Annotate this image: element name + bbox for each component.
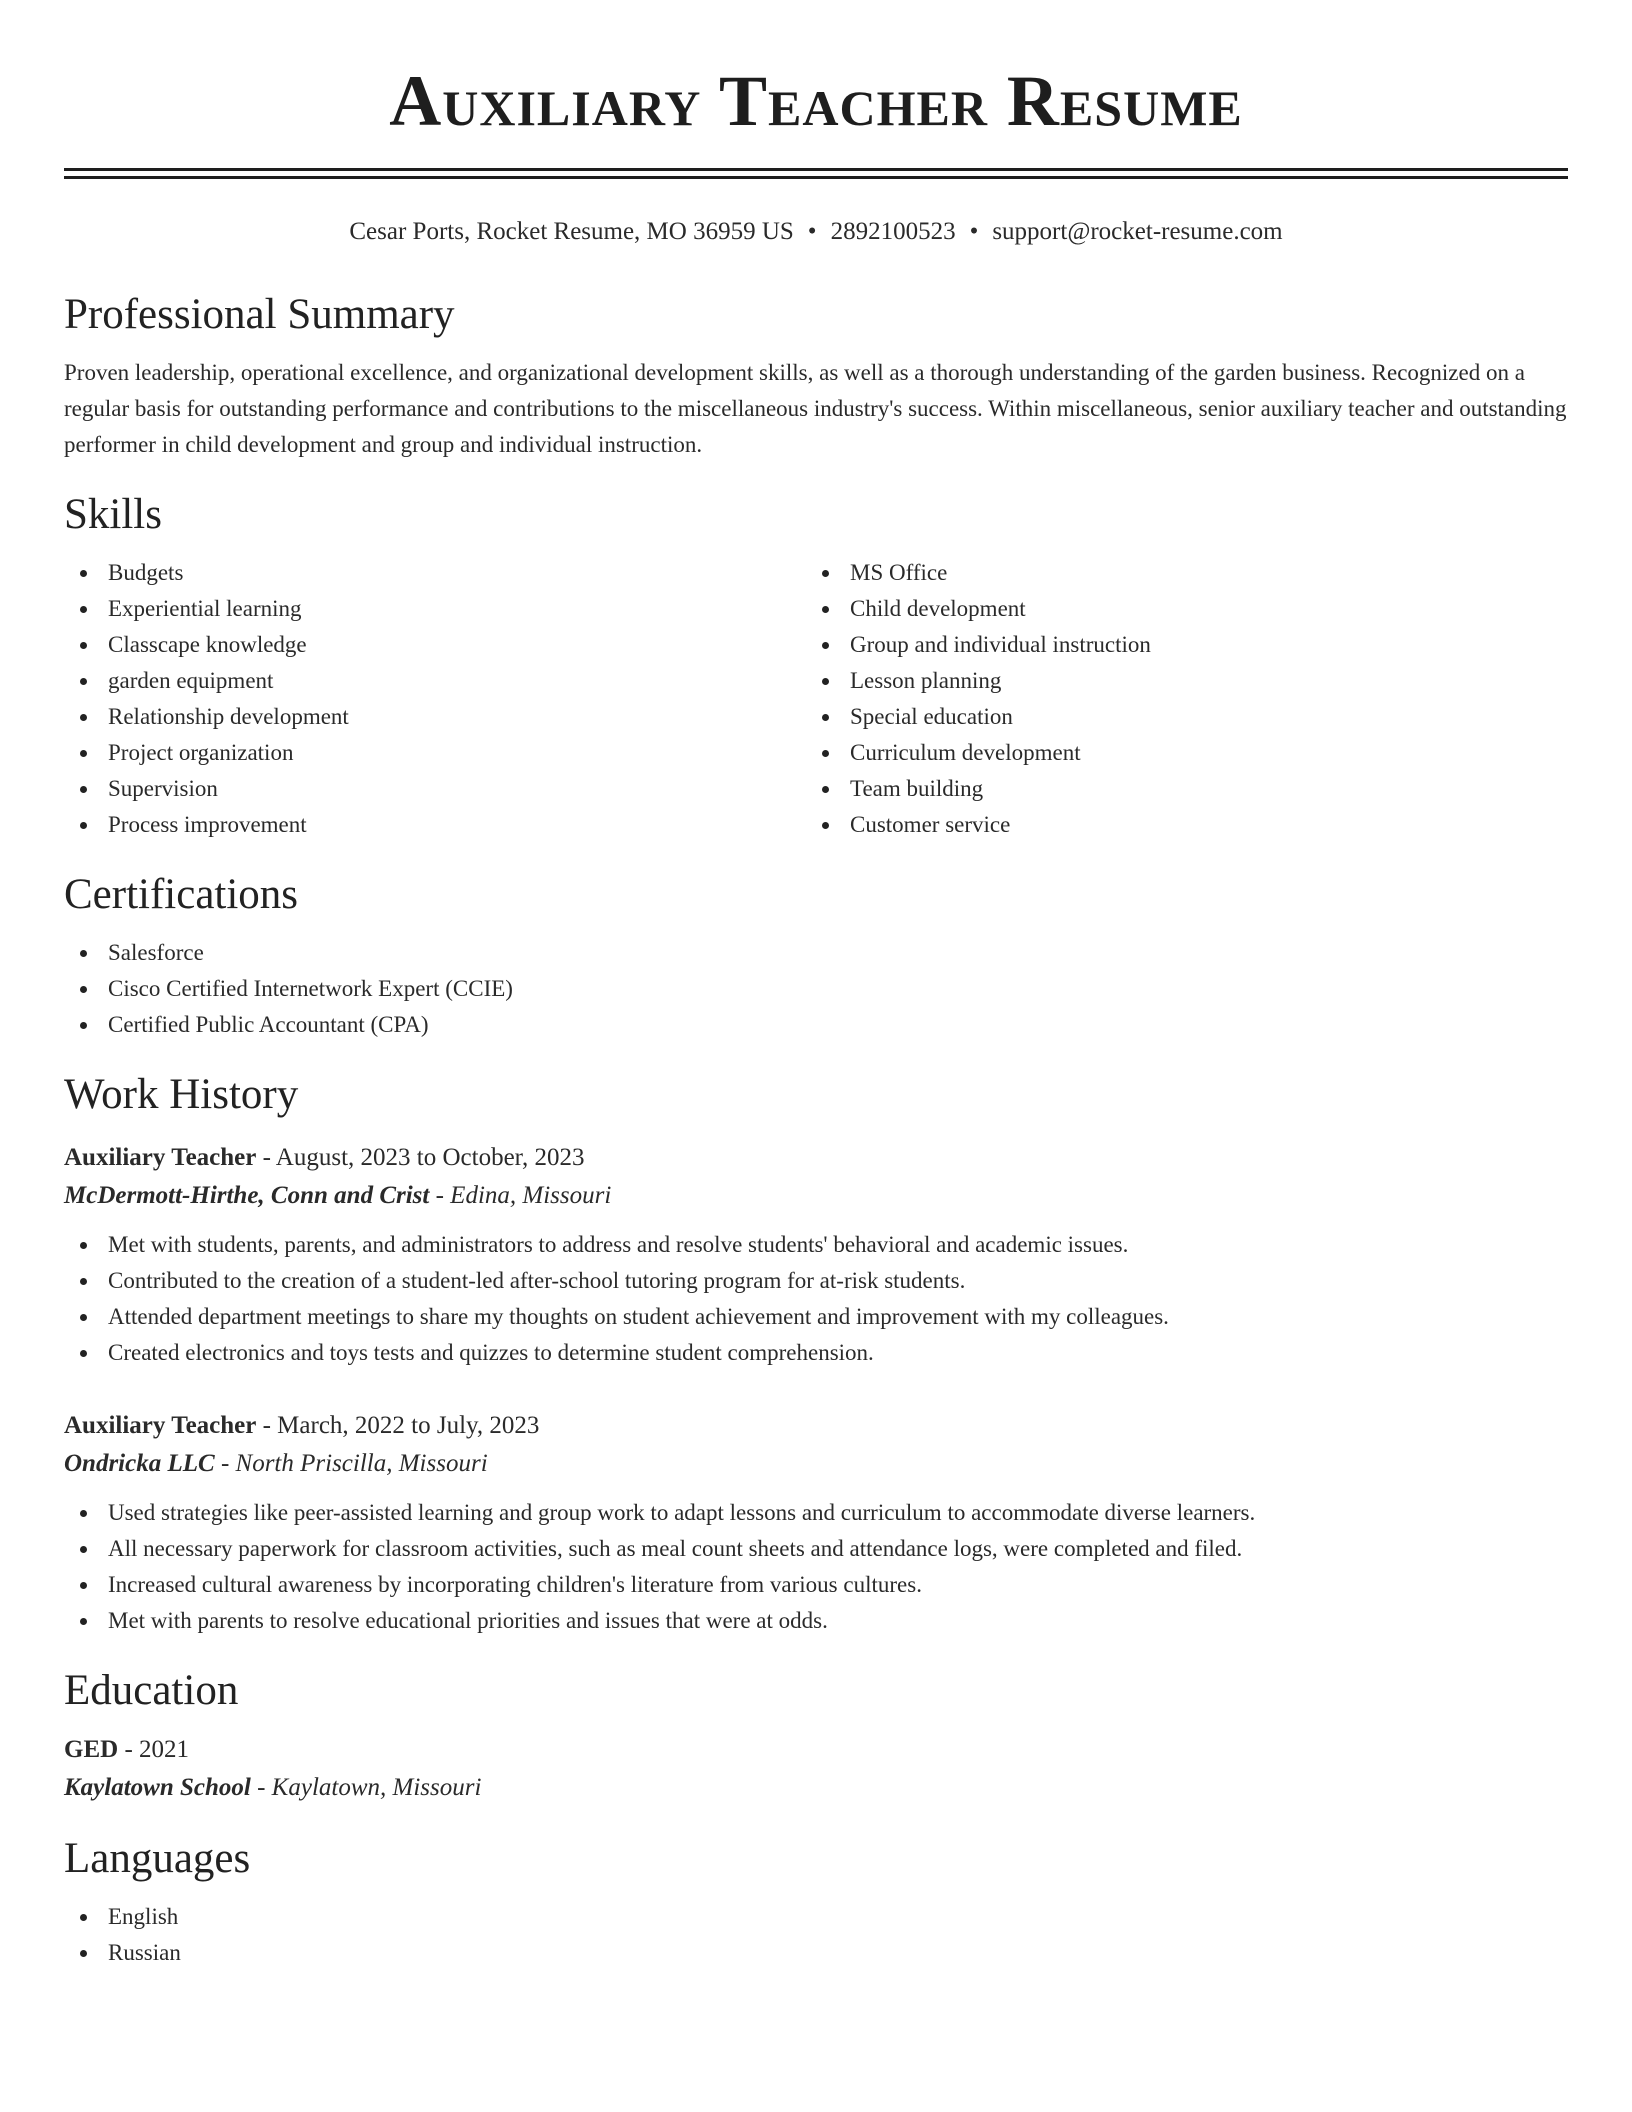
languages-section — [64, 1833, 1568, 1971]
contact-separator: • — [807, 218, 817, 245]
job-company-line — [64, 1445, 1568, 1483]
languages-list — [64, 1899, 1568, 1971]
job-bullet: Created electronics and toys tests and quizzes to determine student comprehension. — [64, 1335, 1568, 1371]
job-bullet: Attended department meetings to share my thoughts on student achievement and improvement with my colleagues. — [64, 1299, 1568, 1335]
language-item: Russian — [64, 1935, 1568, 1971]
job-bullets — [64, 1227, 1568, 1371]
job-bullets — [64, 1495, 1568, 1639]
work-history-section — [64, 1069, 1568, 1639]
certifications-section — [64, 869, 1568, 1043]
job-bullet: Contributed to the creation of a student-led after-school tutoring program for at-risk students. — [64, 1263, 1568, 1299]
job-entry — [64, 1407, 1568, 1639]
language-item: English — [64, 1899, 1568, 1935]
skill-item: MS Office — [806, 555, 1548, 591]
summary-heading: Professional Summary — [64, 291, 455, 338]
resume-title: Auxiliary Teacher Resume — [389, 61, 1243, 141]
job-title-line — [64, 1139, 1568, 1177]
skill-item: Team building — [806, 771, 1548, 807]
education-degree: GED — [64, 1736, 119, 1763]
job-dates: - August, 2023 to October, 2023 — [256, 1144, 585, 1171]
certifications-list — [64, 935, 1568, 1043]
job-title-line — [64, 1407, 1568, 1445]
certification-item: Salesforce — [64, 935, 1568, 971]
contact-address: Cesar Ports, Rocket Resume, MO 36959 US — [349, 218, 794, 245]
contact-phone: 2892100523 — [830, 218, 956, 245]
job-bullet: Met with parents to resolve educational priorities and issues that were at odds. — [64, 1603, 1568, 1639]
certifications-heading: Certifications — [64, 871, 299, 918]
education-section — [64, 1665, 1568, 1807]
skill-item: Child development — [806, 591, 1548, 627]
education-degree-line — [64, 1731, 1568, 1769]
skill-item: Experiential learning — [64, 591, 806, 627]
education-entry — [64, 1731, 1568, 1807]
education-heading: Education — [64, 1667, 239, 1714]
education-school-line — [64, 1769, 1568, 1807]
work-history-heading: Work History — [64, 1071, 299, 1118]
job-location: - North Priscilla, Missouri — [214, 1450, 488, 1477]
skill-item: Process improvement — [64, 807, 806, 843]
job-bullet: All necessary paperwork for classroom activities, such as meal count sheets and attendance logs, were completed and filed. — [64, 1531, 1568, 1567]
contact-line — [64, 215, 1568, 249]
job-bullet: Met with students, parents, and administrators to address and resolve students' behavioral and academic issues. — [64, 1227, 1568, 1263]
skills-left-list — [64, 555, 806, 843]
skill-item: Project organization — [64, 735, 806, 771]
skill-item: Classcape knowledge — [64, 627, 806, 663]
education-location: - Kaylatown, Missouri — [250, 1774, 482, 1801]
skill-item: Customer service — [806, 807, 1548, 843]
job-entry — [64, 1139, 1568, 1371]
job-bullet: Used strategies like peer-assisted learning and group work to adapt lessons and curriculum to accommodate diverse learners. — [64, 1495, 1568, 1531]
job-dates: - March, 2022 to July, 2023 — [256, 1412, 540, 1439]
skill-item: Lesson planning — [806, 663, 1548, 699]
title-divider — [64, 168, 1568, 179]
job-title: Auxiliary Teacher — [64, 1144, 257, 1171]
education-year: - 2021 — [118, 1736, 190, 1763]
education-school: Kaylatown School — [64, 1774, 251, 1801]
skill-item: Curriculum development — [806, 735, 1548, 771]
skills-section — [64, 489, 1568, 843]
skills-right-list — [806, 555, 1548, 843]
job-company: McDermott-Hirthe, Conn and Crist — [64, 1182, 430, 1209]
skills-columns — [64, 555, 1568, 843]
skill-item: Group and individual instruction — [806, 627, 1548, 663]
job-title: Auxiliary Teacher — [64, 1412, 257, 1439]
skill-item: Budgets — [64, 555, 806, 591]
job-location: - Edina, Missouri — [429, 1182, 612, 1209]
skill-item: Relationship development — [64, 699, 806, 735]
job-company: Ondricka LLC — [64, 1450, 215, 1477]
skills-heading: Skills — [64, 491, 162, 538]
certification-item: Certified Public Accountant (CPA) — [64, 1007, 1568, 1043]
skill-item: Supervision — [64, 771, 806, 807]
summary-text: Proven leadership, operational excellence, and organizational development skills, as well as a thorough understanding of the garden business. Recognized on a regular basis for outstanding performance and contributions to the miscellaneous industry's success. Within miscellaneous, senior auxiliary teacher and outstanding performer in child development and group and individual instruction. — [64, 360, 1567, 457]
languages-heading: Languages — [64, 1835, 251, 1882]
job-bullet: Increased cultural awareness by incorporating children's literature from various cultures. — [64, 1567, 1568, 1603]
skill-item: Special education — [806, 699, 1548, 735]
job-company-line — [64, 1177, 1568, 1215]
certification-item: Cisco Certified Internetwork Expert (CCIE) — [64, 971, 1568, 1007]
skill-item: garden equipment — [64, 663, 806, 699]
contact-email: support@rocket-resume.com — [992, 218, 1283, 245]
contact-separator: • — [969, 218, 979, 245]
